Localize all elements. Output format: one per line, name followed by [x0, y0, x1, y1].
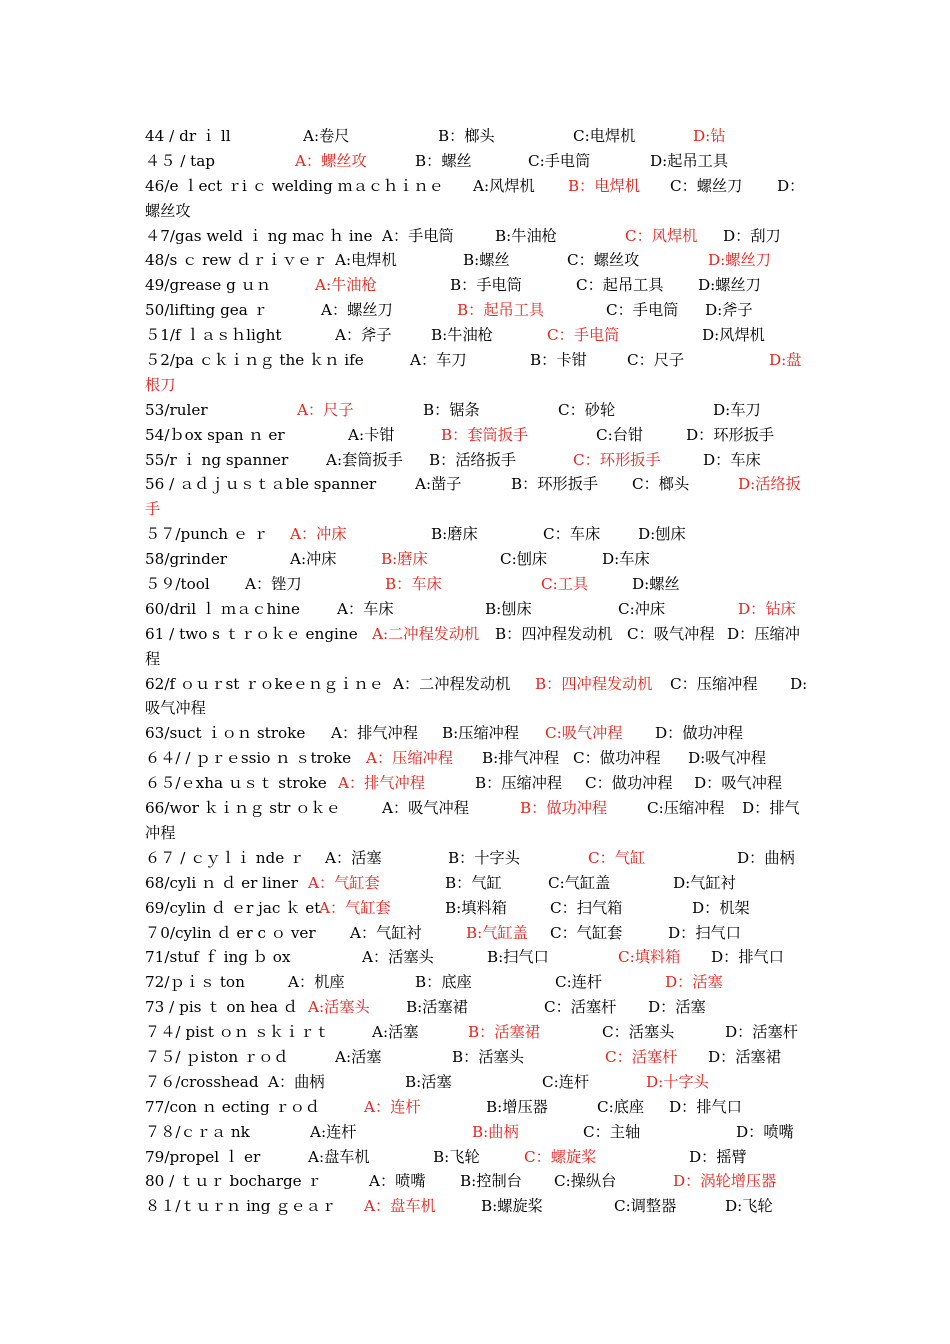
question-line: [145, 1169, 810, 1194]
option: C:底座: [597, 1097, 645, 1116]
option: B:螺旋桨: [481, 1197, 543, 1216]
question-line: [145, 995, 810, 1020]
question-term: 71/stuf ｆ ing ｂ ox: [145, 948, 291, 967]
option: C：气缸套: [550, 923, 623, 942]
question-line: [145, 597, 810, 622]
question-line: [145, 846, 810, 871]
question-line: [145, 423, 810, 448]
option: C:冲床: [618, 599, 666, 618]
option: B：手电筒: [450, 276, 522, 295]
question-term: ５７/punch ｅ ｒ: [145, 525, 269, 544]
option: C:压缩冲程: [647, 799, 725, 818]
question-line: [145, 696, 810, 721]
correct-option: A：连杆: [364, 1097, 421, 1116]
option: C：砂轮: [558, 400, 616, 419]
question-term: 根刀: [145, 375, 176, 394]
option: B：环形扳手: [511, 475, 599, 494]
correct-option: B：做功冲程: [520, 799, 608, 818]
option: D：车床: [703, 450, 761, 469]
option: B:增压器: [486, 1097, 548, 1116]
option: C：活塞杆: [544, 998, 617, 1017]
question-line: [145, 896, 810, 921]
correct-option: C:填料箱: [618, 948, 681, 967]
option: A:冲床: [290, 550, 337, 569]
question-term: 手: [145, 500, 161, 519]
option: C：榔头: [632, 475, 690, 494]
option: A：曲柄: [268, 1072, 325, 1091]
option: B：气缸: [445, 873, 502, 892]
option: A：螺丝刀: [321, 301, 393, 320]
option: D：排气: [742, 799, 800, 818]
option: B:飞轮: [433, 1147, 480, 1166]
correct-option: C:吸气冲程: [545, 724, 623, 743]
option: B：活络扳手: [429, 450, 517, 469]
option: C:气缸盖: [548, 873, 611, 892]
option: B:螺丝: [463, 251, 510, 270]
correct-option: A:二冲程发动机: [372, 624, 480, 643]
option: D:刨床: [638, 525, 686, 544]
question-line: [145, 871, 810, 896]
option: C：做功冲程: [573, 749, 661, 768]
correct-option: D：活塞: [665, 973, 723, 992]
option: A：车床: [337, 599, 394, 618]
option: B：锯条: [423, 400, 480, 419]
option: D:螺丝: [632, 575, 680, 594]
question-term: ７５/ ｐiston ｒｏｄ: [145, 1047, 289, 1066]
option: D：做功冲程: [655, 724, 744, 743]
question-line: [145, 921, 810, 946]
option: D：排气口: [711, 948, 784, 967]
option: A：锉刀: [245, 575, 302, 594]
question-line: [145, 970, 810, 995]
option: C：螺丝刀: [670, 176, 743, 195]
correct-option: D：涡轮增压器: [673, 1172, 777, 1191]
question-line: [145, 821, 810, 846]
option: C：压缩冲程: [670, 674, 758, 693]
correct-option: C：手电筒: [547, 326, 620, 345]
question-term: 螺丝攻: [145, 201, 191, 220]
correct-option: B：车床: [385, 575, 442, 594]
option: C：起吊工具: [576, 276, 664, 295]
option: C：尺子: [627, 351, 685, 370]
option: D:起吊工具: [650, 151, 729, 170]
question-line: [145, 199, 810, 224]
question-line: [145, 323, 810, 348]
option: A：机座: [288, 973, 345, 992]
option: A：手电筒: [382, 226, 454, 245]
correct-option: A：气缸套: [308, 873, 380, 892]
question-line: [145, 945, 810, 970]
question-term: 69/cylin ｄ ｅr jac ｋ et: [145, 898, 321, 917]
correct-option: D:十字头: [646, 1072, 709, 1091]
option: A:电焊机: [335, 251, 397, 270]
correct-option: D：钻床: [738, 599, 796, 618]
option: C:手电筒: [528, 151, 591, 170]
correct-option: C：螺旋桨: [524, 1147, 597, 1166]
option: A：斧子: [335, 326, 392, 345]
question-line: [145, 497, 810, 522]
question-line: [145, 746, 810, 771]
question-term: 44 / dr ｉ ll: [145, 127, 231, 145]
question-line: [145, 472, 810, 497]
option: D：喷嘴: [736, 1122, 794, 1141]
question-line: [145, 572, 810, 597]
option: D：机架: [692, 898, 750, 917]
option: B：榔头: [438, 127, 495, 145]
question-term: ７６/crosshead: [145, 1072, 259, 1091]
question-term: ７８/ｃｒａ nk: [145, 1122, 250, 1141]
question-term: 54/ｂox span ｎ er: [145, 425, 285, 444]
question-line: [145, 124, 810, 149]
correct-option: A：压缩冲程: [366, 749, 453, 768]
question-line: [145, 1045, 810, 1070]
question-line: [145, 248, 810, 273]
option: D:车刀: [713, 400, 761, 419]
option: B：底座: [415, 973, 472, 992]
question-term: 49/grease g ｕｎ: [145, 276, 272, 295]
option: A:卡钳: [348, 425, 395, 444]
option: B：压缩冲程: [475, 774, 563, 793]
option: D:: [790, 674, 808, 693]
question-line: [145, 1095, 810, 1120]
question-term: 60/dril ｌ ｍａｃhine: [145, 599, 300, 618]
question-term: ８１/ｔｕｒｎ ing ｇｅａｒ: [145, 1197, 337, 1216]
option: A:连杆: [310, 1122, 357, 1141]
question-term: 77/con ｎ ecting ｒｏｄ: [145, 1097, 321, 1116]
option: A：吸气冲程: [382, 799, 469, 818]
option: C：车床: [543, 525, 601, 544]
option: C:调整器: [614, 1197, 677, 1216]
question-term: 73 / pis ｔ on hea ｄ: [145, 998, 298, 1017]
correct-option: A：盘车机: [364, 1197, 436, 1216]
option: D:气缸衬: [673, 873, 736, 892]
correct-option: D:螺丝刀: [708, 251, 771, 270]
option: A:盘车机: [308, 1147, 370, 1166]
correct-option: B：套筒扳手: [441, 425, 529, 444]
correct-option: C：气缸: [588, 848, 646, 867]
option: A:活塞: [335, 1047, 382, 1066]
correct-option: A：气缸套: [319, 898, 391, 917]
correct-option: C：活塞杆: [605, 1047, 678, 1066]
correct-option: A:牛油枪: [315, 276, 377, 295]
option: A：排气冲程: [331, 724, 418, 743]
option: D：排气口: [669, 1097, 742, 1116]
option: B：活塞头: [452, 1047, 524, 1066]
correct-option: D:活络扳: [738, 475, 801, 494]
option: C:电焊机: [573, 127, 636, 145]
option: B:压缩冲程: [442, 724, 520, 743]
question-line: [145, 1020, 810, 1045]
question-term: 55/r ｉ ng spanner: [145, 450, 289, 469]
question-line: [145, 448, 810, 473]
question-term: 50/lifting gea ｒ: [145, 301, 268, 320]
option: B:磨床: [431, 525, 478, 544]
correct-option: A:活塞头: [308, 998, 370, 1017]
option: C:台钳: [596, 425, 644, 444]
correct-option: B：四冲程发动机: [535, 674, 653, 693]
question-term: 56 / ａｄｊｕｓｔａble spanner: [145, 475, 377, 494]
option: C:连杆: [555, 973, 603, 992]
option: A:卷尺: [303, 127, 350, 145]
option: A:凿子: [415, 475, 462, 494]
option: A：喷嘴: [369, 1172, 426, 1191]
correct-option: C:工具: [541, 575, 589, 594]
option: A:套筒扳手: [326, 450, 403, 469]
option: D：活塞: [648, 998, 706, 1017]
option: C：做功冲程: [585, 774, 673, 793]
question-term: 48/s ｃ rew ｄｒｉｖｅｒ: [145, 251, 328, 270]
correct-option: B:曲柄: [472, 1122, 519, 1141]
question-line: [145, 622, 810, 647]
question-line: [145, 1194, 810, 1219]
question-term: 66/wor ｋｉｎｇ str ｏｋｅ: [145, 799, 341, 818]
option: B:控制台: [460, 1172, 522, 1191]
question-term: 58/grinder: [145, 550, 228, 569]
correct-option: C：风焊机: [625, 226, 698, 245]
option: C：扫气箱: [550, 898, 623, 917]
option: A：活塞: [325, 848, 382, 867]
option: B：卡钳: [530, 351, 587, 370]
question-term: 63/suct ｉｏｎ stroke: [145, 724, 306, 743]
option: D：: [777, 176, 805, 195]
option: B:排气冲程: [482, 749, 560, 768]
question-line: [145, 771, 810, 796]
option: C：活塞头: [602, 1023, 675, 1042]
quiz-document: [145, 124, 810, 1219]
option: C:连杆: [542, 1072, 590, 1091]
question-term: 46/e ｌect ｒi ｃ welding ｍａｃｈｉｎｅ: [145, 176, 444, 195]
correct-option: B：电焊机: [568, 176, 640, 195]
question-line: [145, 348, 810, 373]
option: A：活塞头: [362, 948, 434, 967]
option: D：环形扳手: [686, 425, 775, 444]
option: D:斧子: [705, 301, 753, 320]
question-line: [145, 721, 810, 746]
option: D:飞轮: [725, 1197, 773, 1216]
option: C:操纵台: [554, 1172, 617, 1191]
question-term: ７0/cylin ｄ er c ｏ ver: [145, 923, 316, 942]
option: B:牛油枪: [495, 226, 557, 245]
question-term: 72/ｐｉｓ ton: [145, 973, 245, 992]
option: B:活塞: [405, 1072, 452, 1091]
question-term: 吸气冲程: [145, 699, 206, 718]
question-term: 61 / two s ｔｒｏｋｅ engine: [145, 624, 358, 643]
question-line: [145, 672, 810, 697]
option: D：曲柄: [737, 848, 795, 867]
correct-option: D:盘: [769, 351, 802, 370]
option: B:刨床: [485, 599, 532, 618]
option: A:活塞: [372, 1023, 419, 1042]
option: A：车刀: [410, 351, 467, 370]
question-term: ４５ / tap: [145, 151, 216, 170]
option: D：摇臂: [689, 1147, 747, 1166]
question-line: [145, 796, 810, 821]
option: A：二冲程发动机: [393, 674, 511, 693]
question-line: [145, 398, 810, 423]
option: B:牛油枪: [431, 326, 493, 345]
question-term: ５９/tool: [145, 575, 210, 594]
question-term: 79/propel ｌ er: [145, 1147, 261, 1166]
question-term: ４7/gas weld ｉ ng mac ｈ ine: [145, 226, 373, 245]
option: D:螺丝刀: [698, 276, 761, 295]
option: C：吸气冲程: [627, 624, 715, 643]
question-line: [145, 1070, 810, 1095]
correct-option: B:磨床: [381, 550, 428, 569]
option: C：螺丝攻: [567, 251, 640, 270]
question-line: [145, 298, 810, 323]
option: B：螺丝: [415, 151, 472, 170]
option: D：刮刀: [723, 226, 781, 245]
option: D：活塞杆: [725, 1023, 798, 1042]
question-line: [145, 1120, 810, 1145]
option: D：吸气冲程: [694, 774, 783, 793]
correct-option: C：环形扳手: [573, 450, 661, 469]
correct-option: B：起吊工具: [457, 301, 545, 320]
option: D：活塞裙: [708, 1047, 781, 1066]
question-term: 程: [145, 649, 161, 668]
question-term: ６７ / ｃｙｌｉ nde ｒ: [145, 848, 305, 867]
question-term: ６５/ｅxha ｕｓｔ stroke: [145, 774, 327, 793]
option: C：手电筒: [606, 301, 679, 320]
correct-option: A：尺子: [297, 400, 354, 419]
question-line: [145, 149, 810, 174]
option: D:风焊机: [702, 326, 765, 345]
question-line: [145, 547, 810, 572]
correct-option: A：冲床: [290, 525, 347, 544]
question-term: ５2/pa ｃｋｉｎｇ the ｋｎ ife: [145, 351, 364, 370]
question-term: 53/ruler: [145, 400, 208, 419]
question-line: [145, 224, 810, 249]
correct-option: D:钻: [693, 127, 726, 145]
question-term: 62/f ｏｕｒst ｒｏkeｅｎｇｉｎｅ: [145, 674, 384, 693]
question-term: 冲程: [145, 823, 176, 842]
correct-option: B:气缸盖: [466, 923, 528, 942]
option: D：压缩冲: [727, 624, 800, 643]
option: D:吸气冲程: [688, 749, 767, 768]
option: B：四冲程发动机: [495, 624, 613, 643]
option: C:刨床: [500, 550, 548, 569]
option: C：主轴: [583, 1122, 641, 1141]
question-term: ５1/f ｌａｓｈlight: [145, 326, 282, 345]
correct-option: A：排气冲程: [338, 774, 425, 793]
question-term: ７４/ pist ｏｎ ｓｋｉｒｔ: [145, 1023, 330, 1042]
question-line: [145, 373, 810, 398]
correct-option: A：螺丝攻: [295, 151, 367, 170]
option: B：十字头: [448, 848, 520, 867]
option: D:车床: [602, 550, 650, 569]
question-line: [145, 522, 810, 547]
question-line: [145, 647, 810, 672]
question-term: 80 / ｔｕｒ bocharge ｒ: [145, 1172, 322, 1191]
option: B:活塞裙: [406, 998, 468, 1017]
question-line: [145, 174, 810, 199]
option: A：气缸衬: [350, 923, 422, 942]
question-term: 68/cyli ｎ ｄ er liner: [145, 873, 298, 892]
option: B:扫气口: [487, 948, 549, 967]
option: B:填料箱: [445, 898, 507, 917]
option: A:风焊机: [473, 176, 535, 195]
question-line: [145, 273, 810, 298]
question-term: ６４/ / ｐｒｅssio ｎ ｓtroke: [145, 749, 352, 768]
correct-option: B：活塞裙: [468, 1023, 540, 1042]
option: D：扫气口: [668, 923, 741, 942]
question-line: [145, 1145, 810, 1170]
